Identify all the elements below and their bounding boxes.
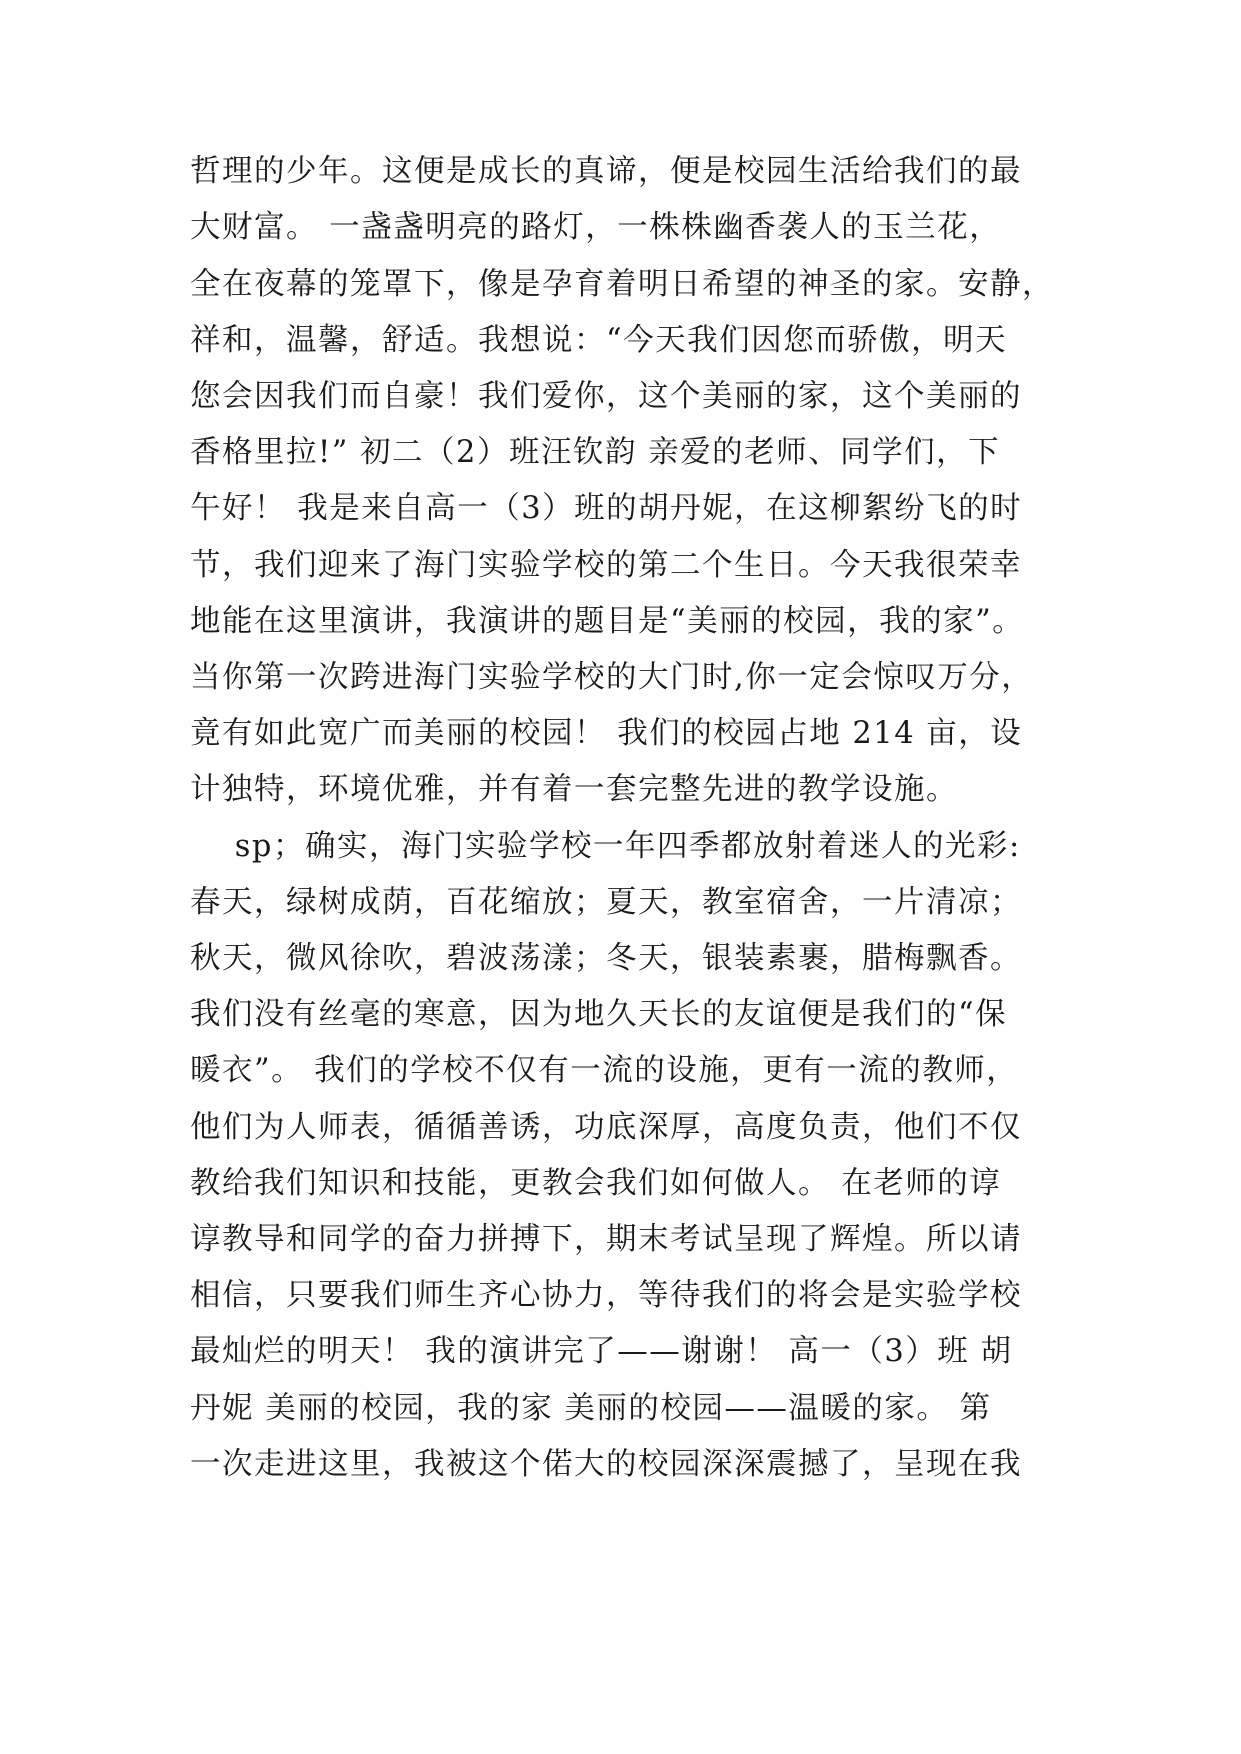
text-line: 他们为人师表，循循善诱，功底深厚，高度负责，他们不仅 xyxy=(190,1110,1022,1145)
text-line: 最灿烂的明天！ 我的演讲完了——谢谢！ 高一（3）班 胡 xyxy=(190,1334,1013,1369)
text-line: sp；确实，海门实验学校一年四季都放射着迷人的光彩: xyxy=(190,829,1021,864)
text-line: 秋天，微风徐吹，碧波荡漾；冬天，银装素裹，腊梅飘香。 xyxy=(190,941,1022,976)
text-line: 暖衣”。 我们的学校不仅有一流的设施，更有一流的教师， xyxy=(190,1053,1019,1088)
text-line: 春天，绿树成荫，百花缩放；夏天，教室宿舍，一片清凉； xyxy=(190,885,1022,920)
text-line: 午好！ 我是来自高一（3）班的胡丹妮，在这柳絮纷飞的时 xyxy=(190,491,1023,526)
text-line: 大财富。 一盏盏明亮的路灯，一株株幽香袭人的玉兰花， xyxy=(190,210,1002,245)
text-line: 祥和，温馨，舒适。我想说：“今天我们因您而骄傲，明天 xyxy=(190,323,1008,358)
text-line: 我们没有丝毫的寒意，因为地久天长的友谊便是我们的“保 xyxy=(190,997,1008,1032)
text-line: 相信，只要我们师生齐心协力，等待我们的将会是实验学校 xyxy=(190,1278,1022,1313)
text-line: 全在夜幕的笼罩下，像是孕育着明日希望的神圣的家。安静， xyxy=(190,267,1054,302)
text-line: 竟有如此宽广而美丽的校园！ 我们的校园占地 214 亩，设 xyxy=(190,716,1023,751)
text-line: 一次走进这里，我被这个偌大的校园深深震撼了，呈现在我 xyxy=(190,1447,1022,1482)
text-line: 香格里拉!” 初二（2）班汪钦韵 亲爱的老师、同学们，下 xyxy=(190,435,1001,470)
text-line: 计独特，环境优雅，并有着一套完整先进的教学设施。 xyxy=(190,772,958,807)
text-line: 当你第一次跨进海门实验学校的大门时,你一定会惊叹万分， xyxy=(190,660,1034,695)
text-line: 教给我们知识和技能，更教会我们如何做人。 在老师的谆 xyxy=(190,1166,1002,1201)
text-line: 您会因我们而自豪！我们爱你，这个美丽的家，这个美丽的 xyxy=(190,379,1022,414)
text-line: 地能在这里演讲，我演讲的题目是“美丽的校园，我的家”。 xyxy=(190,604,1025,639)
text-line: 节，我们迎来了海门实验学校的第二个生日。今天我很荣幸 xyxy=(190,548,1022,583)
text-line: 丹妮 美丽的校园，我的家 美丽的校园——温暖的家。 第 xyxy=(190,1391,992,1426)
text-line: 哲理的少年。这便是成长的真谛，便是校园生活给我们的最 xyxy=(190,154,1022,189)
text-line: 谆教导和同学的奋力拼搏下，期末考试呈现了辉煌。所以请 xyxy=(190,1222,1022,1257)
